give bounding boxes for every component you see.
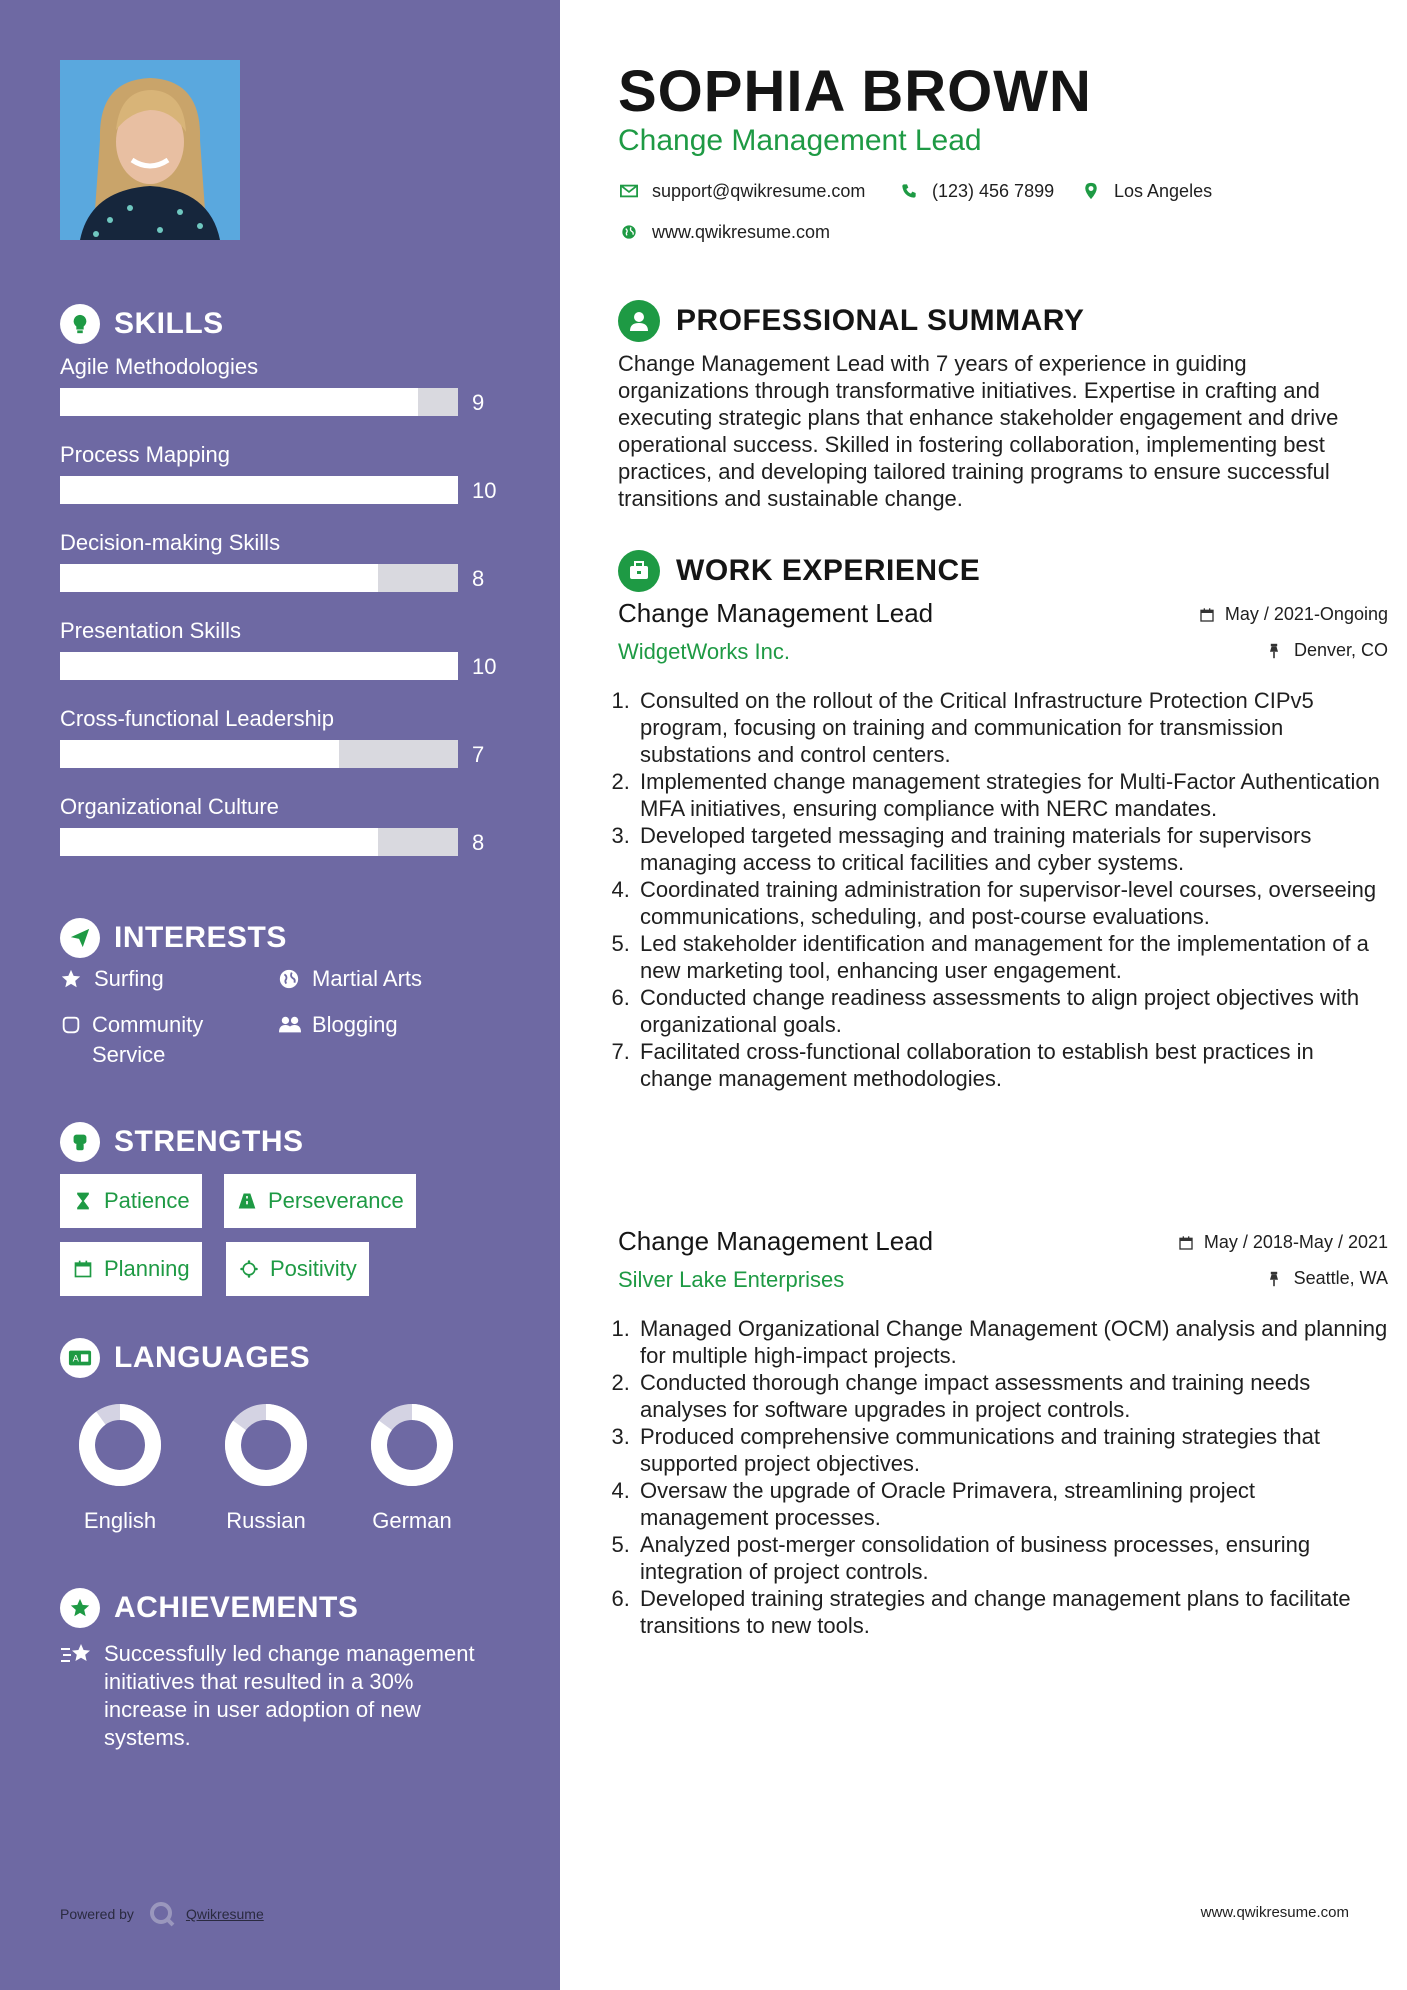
- list-item: 3. Produced comprehensive communications and training strategies that supported project objectives.: [636, 1423, 1388, 1477]
- skill-name: Organizational Culture: [60, 794, 279, 819]
- job-entry: [618, 598, 1388, 1092]
- strength-label: Perseverance: [268, 1188, 404, 1213]
- list-item: 4. Coordinated training administration for supervisor-level courses, overseeing communications, scheduling, and post-course evaluations.: [636, 876, 1388, 930]
- hand-icon: [60, 1010, 82, 1040]
- languages-heading: [60, 1338, 310, 1378]
- location-text: Los Angeles: [1114, 180, 1213, 201]
- powered-by: [60, 1900, 264, 1928]
- strength-patience: [60, 1174, 202, 1228]
- skill-value: 7: [472, 742, 485, 767]
- experience-heading: [618, 550, 980, 592]
- briefcase-icon: [618, 550, 660, 592]
- list-item: 5. Led stakeholder identification and management for the implementation of a new marketing tool, enhancing user engagement.: [636, 930, 1388, 984]
- donut-fill: [87, 1412, 153, 1478]
- skill-item: [60, 354, 520, 424]
- skill-bar-track: [60, 652, 458, 680]
- skills-title: SKILLS: [114, 307, 224, 340]
- road-icon: [236, 1190, 258, 1212]
- skill-bar-track: [60, 476, 458, 504]
- experience-title: WORK EXPERIENCE: [676, 554, 981, 587]
- hourglass-icon: [72, 1190, 94, 1212]
- skill-value: 9: [472, 390, 485, 415]
- job-role: Change Management Lead: [618, 598, 934, 628]
- language-item: [206, 1400, 326, 1534]
- job-role: Change Management Lead: [618, 1226, 934, 1256]
- language-name: German: [372, 1508, 452, 1533]
- profile-photo: [60, 60, 240, 240]
- job-company: Silver Lake Enterprises: [618, 1267, 845, 1292]
- language-item: [352, 1400, 472, 1534]
- list-item: 4. Oversaw the upgrade of Oracle Primavera, streamlining project management processes.: [636, 1477, 1388, 1531]
- interest-label: Community Service: [92, 1012, 204, 1067]
- list-item: 1. Consulted on the rollout of the Critical Infrastructure Protection CIPv5 program, focusing on training and communication for transmission substations and control centers.: [636, 687, 1388, 768]
- interest-blogging: [278, 1010, 398, 1040]
- users-icon: [278, 1010, 302, 1040]
- skill-name: Presentation Skills: [60, 618, 241, 643]
- skill-name: Process Mapping: [60, 442, 230, 467]
- list-item: 5. Analyzed post-merger consolidation of business processes, ensuring integration of project controls.: [636, 1531, 1388, 1585]
- list-item: 2. Conducted thorough change impact assessments and training needs analyses for software upgrades in project controls.: [636, 1369, 1388, 1423]
- strengths-heading: [60, 1122, 304, 1162]
- skill-bar-fill: [60, 740, 339, 768]
- sun-icon: [238, 1258, 260, 1280]
- skill-value: 8: [472, 566, 485, 591]
- interest-surfing: [60, 964, 164, 994]
- job-dates: [1199, 604, 1388, 625]
- skill-item: [60, 530, 520, 600]
- candidate-title: Change Management Lead: [618, 124, 982, 157]
- lightbulb-icon: [60, 304, 100, 344]
- calendar-icon: [1178, 1234, 1196, 1252]
- calendar-icon: [72, 1258, 94, 1280]
- skill-bar-fill: [60, 828, 378, 856]
- job-entry: [618, 1226, 1388, 1639]
- contact-location: [1080, 180, 1212, 202]
- interest-label: Surfing: [94, 966, 164, 991]
- strengths-title: STRENGTHS: [114, 1125, 304, 1158]
- globe-icon: [618, 221, 640, 243]
- candidate-name: SOPHIA BROWN: [618, 59, 1092, 124]
- globe-icon: [278, 964, 302, 994]
- translate-icon: [60, 1338, 100, 1378]
- qwikresume-link[interactable]: Qwikresume: [185, 1906, 264, 1922]
- skill-bar-fill: [60, 388, 418, 416]
- strength-label: Patience: [104, 1188, 190, 1213]
- skill-value: 10: [472, 654, 497, 679]
- email-text: support@qwikresume.com: [652, 180, 866, 201]
- interest-label: Blogging: [312, 1012, 398, 1037]
- job-responsibilities: [618, 687, 1388, 1092]
- job-dates: [1178, 1232, 1388, 1253]
- achievement-item: [60, 1640, 500, 1752]
- list-item: 6. Developed training strategies and change management plans to facilitate transitions to new tools.: [636, 1585, 1388, 1639]
- strength-label: Positivity: [270, 1256, 357, 1281]
- skill-item: [60, 442, 520, 512]
- contact-email[interactable]: [618, 180, 865, 202]
- envelope-icon: [618, 180, 640, 202]
- skill-bar-track: [60, 564, 458, 592]
- fist-icon: [60, 1122, 100, 1162]
- language-donut: [75, 1400, 165, 1490]
- language-name: Russian: [226, 1508, 306, 1533]
- job-location: [1268, 1268, 1388, 1289]
- pushpin-icon: [1268, 642, 1286, 660]
- job-location-text: Denver, CO: [1293, 640, 1388, 660]
- list-item: 3. Developed targeted messaging and training materials for supervisors managing access to critical facilities and cyber systems.: [636, 822, 1388, 876]
- interests-heading: [60, 918, 287, 958]
- skill-name: Decision-making Skills: [60, 530, 281, 555]
- interest-label: Martial Arts: [312, 966, 423, 991]
- skill-item: [60, 618, 520, 688]
- shooting-star-icon: [60, 1640, 94, 1672]
- paper-plane-icon: [60, 918, 100, 958]
- sidebar: [0, 0, 560, 1990]
- summary-text: Change Management Lead with 7 years of experience in guiding organizations through transformative initiatives. Expertise in crafting and executing strategic plans that enhance stakeholder engagement and drive operational success. Skilled in fostering collaboration, implementing best practices, and developing tailored training programs to ensure successful transitions and sustainable change.: [618, 351, 1339, 511]
- strength-planning: [60, 1242, 202, 1296]
- website-text: www.qwikresume.com: [652, 221, 831, 242]
- list-item: 6. Conducted change readiness assessments to align project objectives with organizational goals.: [636, 984, 1388, 1038]
- list-item: 7. Facilitated cross-functional collaboration to establish best practices in change management methodologies.: [636, 1038, 1388, 1092]
- job-company: WidgetWorks Inc.: [618, 639, 790, 664]
- language-donut: [367, 1400, 457, 1490]
- list-item: 1. Managed Organizational Change Management (OCM) analysis and planning for multiple high-impact projects.: [636, 1315, 1388, 1369]
- skill-bar-track: [60, 740, 458, 768]
- achievements-heading: [60, 1588, 358, 1628]
- skill-value: 8: [472, 830, 485, 855]
- skills-heading: [60, 304, 224, 344]
- calendar-icon: [1199, 606, 1217, 624]
- language-donut: [221, 1400, 311, 1490]
- skill-bar-fill: [60, 476, 458, 504]
- contact-phone[interactable]: [898, 180, 1054, 202]
- phone-icon: [898, 180, 920, 202]
- contact-website[interactable]: [618, 221, 830, 243]
- footer-website[interactable]: www.qwikresume.com: [1200, 1904, 1349, 1921]
- skill-item: [60, 706, 520, 776]
- map-pin-icon: [1080, 180, 1102, 202]
- strength-perseverance: [224, 1174, 416, 1228]
- skill-bar-track: [60, 388, 458, 416]
- star-icon: [60, 964, 84, 994]
- job-dates-text: May / 2021-Ongoing: [1224, 604, 1388, 624]
- interests-title: INTERESTS: [114, 921, 287, 954]
- achievement-text: Successfully led change management initiatives that resulted in a 30% increase in user adoption of new systems.: [104, 1641, 475, 1750]
- main-content: [560, 0, 1407, 1990]
- strength-label: Planning: [104, 1256, 190, 1281]
- skill-name: Cross-functional Leadership: [60, 706, 334, 731]
- skill-name: Agile Methodologies: [60, 354, 259, 379]
- strength-positivity: [226, 1242, 369, 1296]
- svg-text:A: A: [72, 1353, 79, 1365]
- powered-by-label: Powered by: [60, 1906, 134, 1922]
- interest-martial-arts: [278, 964, 422, 994]
- job-responsibilities: [618, 1315, 1388, 1639]
- summary-heading: [618, 300, 1084, 342]
- skill-bar-track: [60, 828, 458, 856]
- languages-title: LANGUAGES: [114, 1341, 311, 1374]
- skill-item: [60, 794, 520, 864]
- job-location-text: Seattle, WA: [1293, 1268, 1388, 1288]
- language-item: [60, 1400, 180, 1534]
- skill-value: 10: [472, 478, 497, 503]
- interest-community-service: [60, 1010, 260, 1070]
- skill-bar-fill: [60, 652, 458, 680]
- list-item: 2. Implemented change management strategies for Multi-Factor Authentication MFA initiatives, ensuring compliance with NERC mandates.: [636, 768, 1388, 822]
- job-location: [1268, 640, 1388, 661]
- summary-title: PROFESSIONAL SUMMARY: [676, 304, 1085, 337]
- achievements-title: ACHIEVEMENTS: [114, 1591, 359, 1624]
- skill-bar-fill: [60, 564, 378, 592]
- user-icon: [618, 300, 660, 342]
- pushpin-icon: [1268, 1270, 1286, 1288]
- phone-text: (123) 456 7899: [932, 180, 1055, 201]
- award-star-icon: [60, 1588, 100, 1628]
- language-name: English: [83, 1508, 157, 1533]
- qwikresume-logo-icon: [148, 1900, 176, 1928]
- job-dates-text: May / 2018-May / 2021: [1203, 1232, 1388, 1252]
